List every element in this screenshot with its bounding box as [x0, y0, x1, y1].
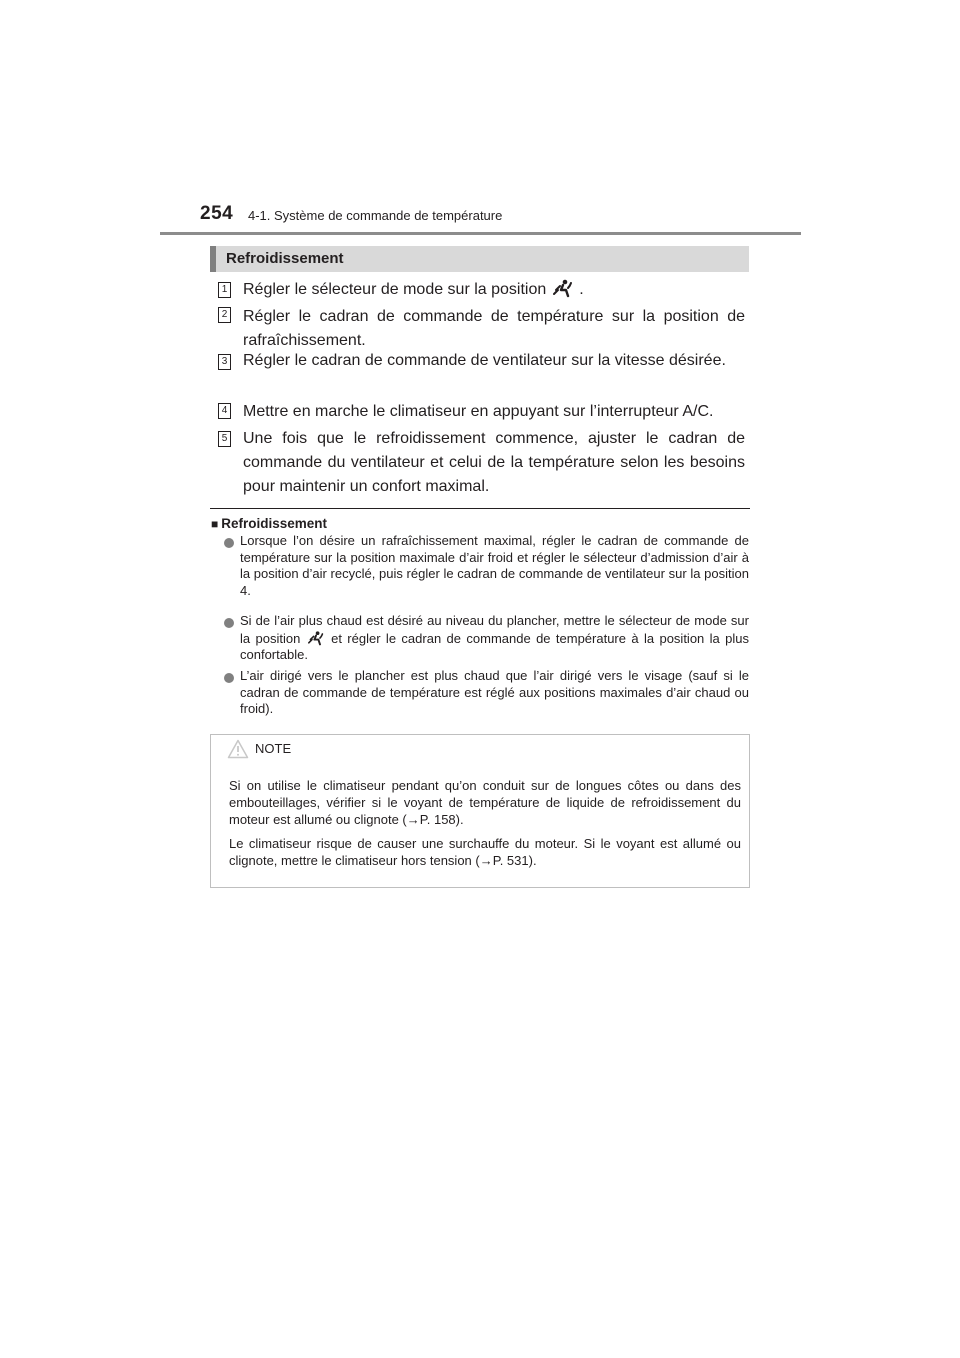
info-heading-title: Refroidissement	[221, 516, 328, 531]
face-vent-mode-icon	[551, 278, 575, 298]
info-bullet-text	[240, 613, 749, 664]
info-bullet-text: Lorsque l’on désire un rafraîchissement maximal, régler le cadran de commande de température sur la position maximale d’air froid et régler le sélecteur d’admission d’air à la position d’air recyclé, puis régler le cadran de commande de ventilateur sur la position 4.	[240, 533, 749, 598]
step-number-badge: 2	[218, 307, 231, 323]
step-number-badge: 5	[218, 431, 231, 447]
note-paragraph: Le climatiseur risque de causer une surchauffe du moteur. Si le voyant est allumé ou clignote, mettre le climatiseur hors tension (→P. 531).	[229, 836, 741, 868]
info-bullet-text: L’air dirigé vers le plancher est plus chaud que l’air dirigé vers le visage (sauf si le cadran de commande de température est réglé aux positions maximales d’air chaud ou froid).	[240, 668, 749, 716]
section-title: 4-1. Système de commande de température	[248, 208, 503, 223]
steps-divider	[210, 508, 750, 509]
info-bullet-text-after: et régler le cadran de commande de température à la position la plus confortable.	[240, 630, 749, 662]
bullet-icon	[224, 618, 234, 628]
info-bullet-text-before: Si de l’air plus chaud est désiré au niveau du plancher, mettre le sélecteur de mode sur la position	[240, 613, 749, 646]
square-marker-icon: ■	[211, 517, 219, 531]
step-text: Mettre en marche le climatiseur en appuyant sur l’interrupteur A/C.	[243, 403, 714, 420]
step-text	[243, 278, 745, 302]
section-heading	[210, 246, 749, 272]
info-heading	[211, 516, 327, 531]
face-vent-mode-icon	[306, 630, 326, 646]
bullet-icon	[224, 538, 234, 548]
step-text: Régler le cadran de commande de ventilateur sur la vitesse désirée.	[243, 352, 726, 369]
header-divider	[160, 232, 801, 235]
step-number-badge: 1	[218, 282, 231, 298]
step-number-badge: 4	[218, 403, 231, 419]
warning-triangle-icon	[227, 739, 249, 759]
bullet-icon	[224, 673, 234, 683]
page-number: 254	[200, 203, 234, 224]
step-text-after: .	[579, 281, 584, 298]
step-number-badge: 3	[218, 354, 231, 370]
step-text-before: Régler le sélecteur de mode sur la position	[243, 281, 547, 298]
section-heading-title: Refroidissement	[226, 250, 344, 267]
note-label: NOTE	[255, 741, 292, 756]
note-paragraph: Si on utilise le climatiseur pendant qu’on conduit sur de longues côtes ou dans des embouteillages, vérifier si le voyant de température de liquide de refroidissement du moteur est allumé ou clignote (→P. 158).	[229, 778, 741, 827]
step-text: Régler le cadran de commande de température sur la position de rafraîchissement.	[243, 308, 745, 349]
step-text: Une fois que le refroidissement commence, ajuster le cadran de commande du ventilateur et celui de la température selon les besoins pour maintenir un confort maximal.	[243, 430, 745, 495]
note-box	[210, 734, 750, 888]
